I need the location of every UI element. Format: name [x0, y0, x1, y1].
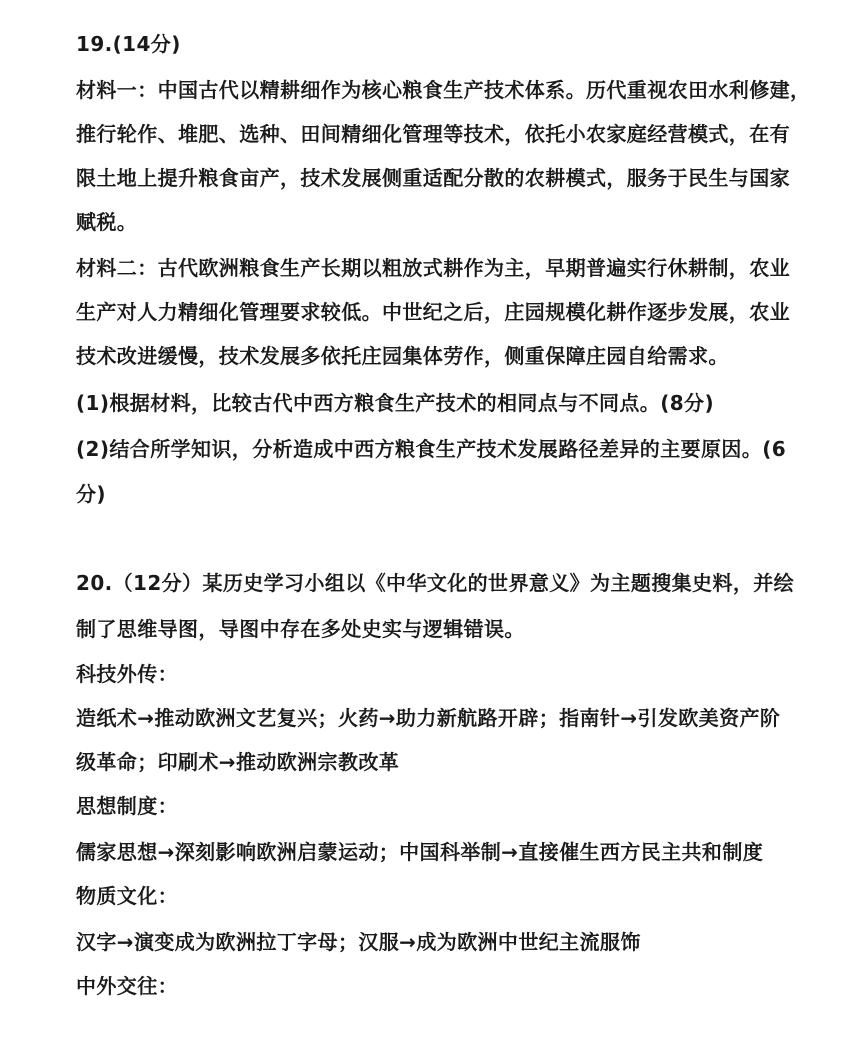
section-material-line-1: 汉字→演变成为欧洲拉丁字母；汉服→成为欧洲中世纪主流服饰: [76, 930, 641, 954]
question-19-sub-2-line-2: 分): [76, 482, 106, 506]
material-2-line-3: 技术改进缓慢，技术发展多依托庄园集体劳作，侧重保障庄园自给需求。: [76, 344, 729, 368]
material-1-line-4: 赋税。: [76, 210, 138, 234]
section-title-thought: 思想制度：: [76, 794, 178, 818]
section-title-material: 物质文化：: [76, 884, 178, 908]
section-title-exchange: 中外交往：: [76, 974, 178, 998]
question-19-sub-2-line-1: (2)结合所学知识，分析造成中西方粮食生产技术发展路径差异的主要原因。(6: [76, 437, 787, 461]
section-tech-line-2: 级革命；印刷术→推动欧洲宗教改革: [76, 750, 400, 774]
section-title-tech: 科技外传：: [76, 662, 178, 686]
material-1-line-3: 限土地上提升粮食亩产，技术发展侧重适配分散的农耕模式，服务于民生与国家: [76, 166, 790, 190]
material-1-line-2: 推行轮作、堆肥、选种、田间精细化管理等技术，依托小农家庭经营模式，在有: [76, 122, 790, 146]
material-2-line-1: 材料二：古代欧洲粮食生产长期以粗放式耕作为主，早期普遍实行休耕制，农业: [76, 256, 790, 280]
question-20-intro-line-1: 20.（12分）某历史学习小组以《中华文化的世界意义》为主题搜集史料，并绘: [76, 571, 795, 595]
section-thought-line-1: 儒家思想→深刻影响欧洲启蒙运动；中国科举制→直接催生西方民主共和制度: [76, 840, 764, 864]
material-2-line-2: 生产对人力精细化管理要求较低。中世纪之后，庄园规模化耕作逐步发展，农业: [76, 300, 790, 324]
question-19-header: 19.(14分): [76, 32, 181, 56]
section-tech-line-1: 造纸术→推动欧洲文艺复兴；火药→助力新航路开辟；指南针→引发欧美资产阶: [76, 706, 781, 730]
question-20-intro-line-2: 制了思维导图，导图中存在多处史实与逻辑错误。: [76, 617, 525, 641]
question-19-sub-1: (1)根据材料，比较古代中西方粮食生产技术的相同点与不同点。(8分): [76, 391, 714, 415]
material-1-line-1: 材料一：中国古代以精耕细作为核心粮食生产技术体系。历代重视农田水利修建，: [76, 78, 811, 102]
